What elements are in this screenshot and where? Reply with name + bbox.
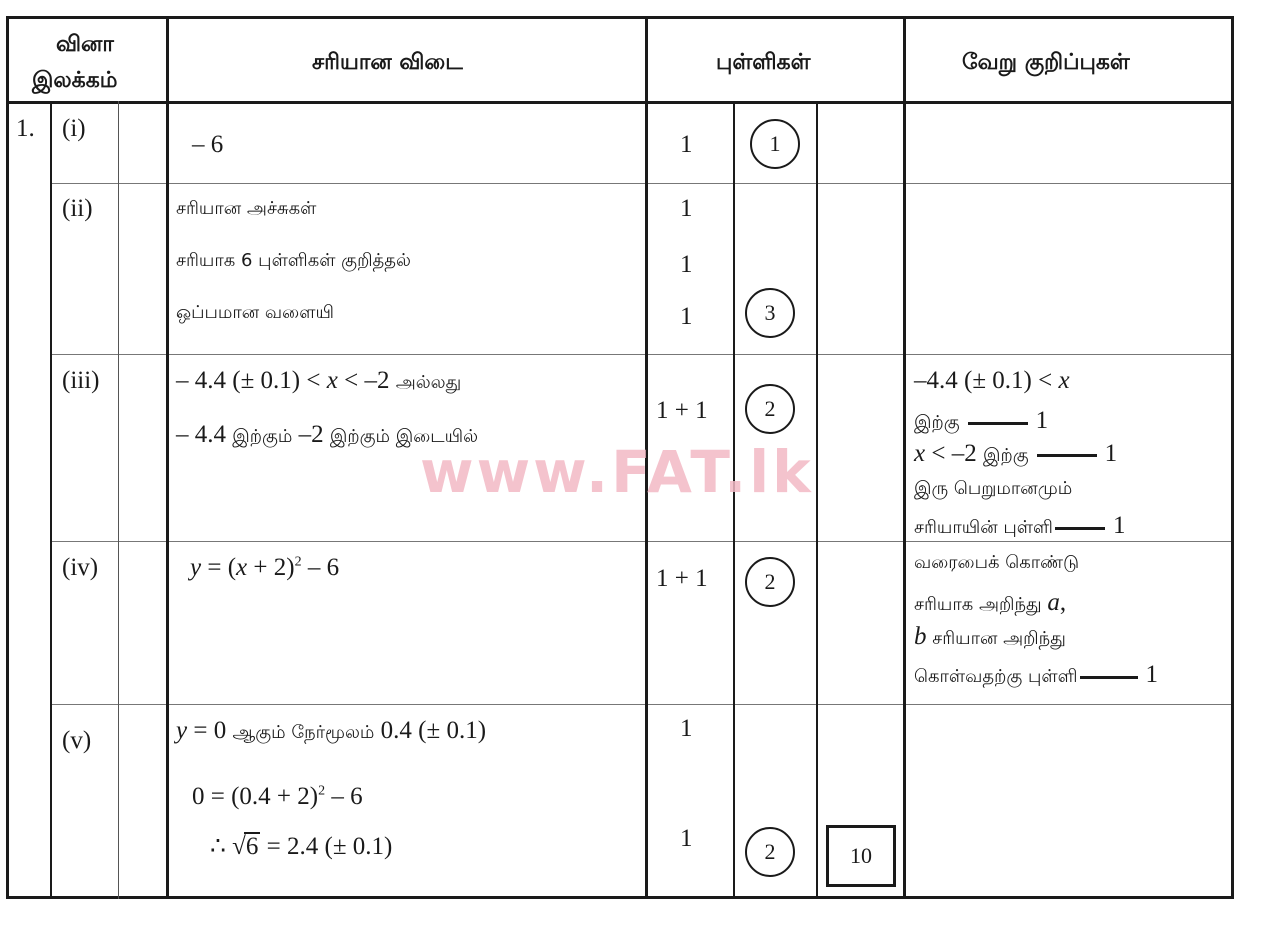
- answer-v-line3-radicand: 6: [245, 833, 259, 860]
- answer-iv-y: y: [190, 554, 202, 581]
- part-label-i: (i): [62, 115, 86, 142]
- note-iii-line4: இரு பெறுமானமும்: [914, 478, 1073, 499]
- note-iii-line5-tamil: சரியாயின் புள்ளி: [914, 517, 1053, 538]
- part-label-iv: (iv): [62, 554, 99, 581]
- part-label-v: (v): [62, 727, 92, 754]
- subtotal-circle-v: 2: [745, 827, 795, 877]
- subtotal-circle-iv: 2: [745, 557, 795, 607]
- row-divider-4: [50, 704, 1234, 705]
- header-divider: [6, 101, 1234, 104]
- answer-v-line1-tamil: ஆகும் நேர்மூலம்: [232, 722, 375, 743]
- subtotal-circle-iii: 2: [745, 384, 795, 434]
- note-iii-line3-dash: [1037, 454, 1097, 457]
- header-marks: புள்ளிகள்: [716, 50, 811, 75]
- note-iv-line3: [914, 624, 1066, 649]
- answer-iii-line2: [176, 422, 478, 447]
- header-question-number-line1: வினா: [56, 32, 114, 57]
- note-iv-line1: வரைபைக் கொண்டு: [914, 552, 1080, 573]
- table-border-bottom: [6, 896, 1234, 899]
- answer-iii-line2-mid: –2: [292, 421, 330, 448]
- table-border-top: [6, 16, 1234, 19]
- subtotal-circle-ii: 3: [745, 288, 795, 338]
- answer-v-line2: [192, 784, 363, 809]
- note-iii-line5-mark: 1: [1112, 512, 1126, 539]
- answer-i: – 6: [192, 131, 224, 158]
- answer-v-line2-a: 0 = (0.4 + 2): [192, 783, 319, 810]
- answer-ii-line1: சரியான அச்சுகள்: [176, 198, 317, 219]
- row-divider-1: [50, 183, 1234, 184]
- answer-iii-line2-left: – 4.4: [176, 421, 233, 448]
- answer-iv-eq-a: = (: [201, 554, 237, 581]
- answer-iii-line1: [176, 368, 461, 393]
- note-iv-line2: சரியாக அறிந்து a,: [914, 589, 1067, 616]
- mark-iv: 1 + 1: [656, 565, 708, 592]
- note-iii-line2: [914, 408, 1048, 433]
- note-iii-line2-dash: [968, 422, 1028, 425]
- answer-iii-line1-variable: x: [326, 367, 338, 394]
- answer-iii-line2-tamil1: இற்கும்: [232, 426, 293, 447]
- mark-v-2: 1: [680, 825, 693, 852]
- note-iii-line1-left: –4.4 (± 0.1) <: [914, 367, 1059, 394]
- answer-ii-line3: ஒப்பமான வளையி: [176, 302, 334, 323]
- mark-v-1: 1: [680, 715, 693, 742]
- answer-iii-line1-left: – 4.4 (± 0.1) <: [176, 367, 327, 394]
- watermark: www.FAT.lk: [420, 438, 814, 506]
- note-iv-line4-mark: 1: [1145, 661, 1159, 688]
- answer-iii-line1-right: < –2: [337, 367, 396, 394]
- note-iii-line3: [914, 441, 1117, 466]
- part-label-iii: (iii): [62, 367, 100, 394]
- answer-v-line1-b: 0.4 (± 0.1): [374, 717, 487, 744]
- answer-v-line3-root-sign: √: [232, 833, 246, 860]
- col-divider-total: [816, 101, 818, 899]
- answer-iii-line1-tamil: அல்லது: [395, 372, 462, 393]
- note-iv-line2-tamil: சரியாக அறிந்து: [914, 594, 1042, 615]
- note-iv-line4-tamil: கொள்வதற்கு புள்ளி: [914, 666, 1078, 687]
- answer-v-line3-therefore: ∴: [210, 833, 233, 860]
- answer-iv-equation: [190, 555, 339, 580]
- mark-ii-3: 1: [680, 303, 693, 330]
- mark-i: 1: [680, 131, 693, 158]
- note-iii-line2-mark: 1: [1035, 407, 1049, 434]
- header-question-number-line2: இலக்கம்: [32, 68, 118, 93]
- answer-iv-exponent: 2: [294, 554, 302, 570]
- answer-iii-line2-tamil2: இற்கும் இடையில்: [329, 426, 479, 447]
- note-iii-line1-variable: x: [1058, 367, 1070, 394]
- note-iv-line3-tamil: சரியான அறிந்து: [926, 628, 1066, 649]
- table-border-right: [1231, 16, 1234, 899]
- answer-v-line2-exponent: 2: [318, 783, 326, 799]
- note-iii-line3-tamil: இற்கு: [982, 445, 1029, 466]
- answer-v-line1: [176, 718, 486, 743]
- question-number: 1.: [16, 115, 35, 142]
- col-divider-part: [50, 101, 52, 899]
- note-iii-line3-variable: x: [914, 440, 926, 467]
- total-marks-box: 10: [826, 825, 896, 887]
- row-divider-3: [50, 541, 1234, 542]
- note-iii-line1: [914, 368, 1070, 393]
- answer-v-line3-b: = 2.4 (± 0.1): [260, 833, 393, 860]
- note-iii-line2-tamil: இற்கு: [914, 412, 960, 433]
- subtotal-circle-i: 1: [750, 119, 800, 169]
- header-other-notes: வேறு குறிப்புகள்: [962, 50, 1130, 75]
- note-iii-line3-math: < –2: [925, 440, 983, 467]
- mark-ii-2: 1: [680, 251, 693, 278]
- header-correct-answer: சரியான விடை: [312, 50, 463, 75]
- answer-v-line1-a: = 0: [187, 717, 233, 744]
- col-divider-subpart: [118, 101, 119, 899]
- part-label-ii: (ii): [62, 195, 93, 222]
- mark-iii: 1 + 1: [656, 397, 708, 424]
- note-iv-line2-variable: a: [1047, 589, 1060, 616]
- answer-v-line2-b: – 6: [325, 783, 363, 810]
- answer-iv-eq-c: – 6: [301, 554, 340, 581]
- col-divider-answer: [166, 16, 169, 899]
- note-iii-line5: [914, 513, 1125, 538]
- note-iii-line3-mark: 1: [1104, 440, 1118, 467]
- answer-iv-x: x: [236, 554, 248, 581]
- col-divider-notes: [903, 16, 906, 899]
- row-divider-2: [50, 354, 1234, 355]
- answer-v-line1-variable: y: [176, 717, 188, 744]
- table-border-left: [6, 16, 9, 899]
- note-iv-line3-variable: b: [914, 623, 927, 650]
- note-iii-line5-dash: [1055, 527, 1105, 530]
- answer-ii-line2: சரியாக 6 புள்ளிகள் குறித்தல்: [176, 250, 411, 271]
- note-iv-line4: [914, 662, 1158, 687]
- answer-iv-eq-b: + 2): [247, 554, 295, 581]
- mark-ii-1: 1: [680, 195, 693, 222]
- note-iv-line4-dash: [1080, 676, 1138, 679]
- answer-v-line3: [210, 832, 392, 859]
